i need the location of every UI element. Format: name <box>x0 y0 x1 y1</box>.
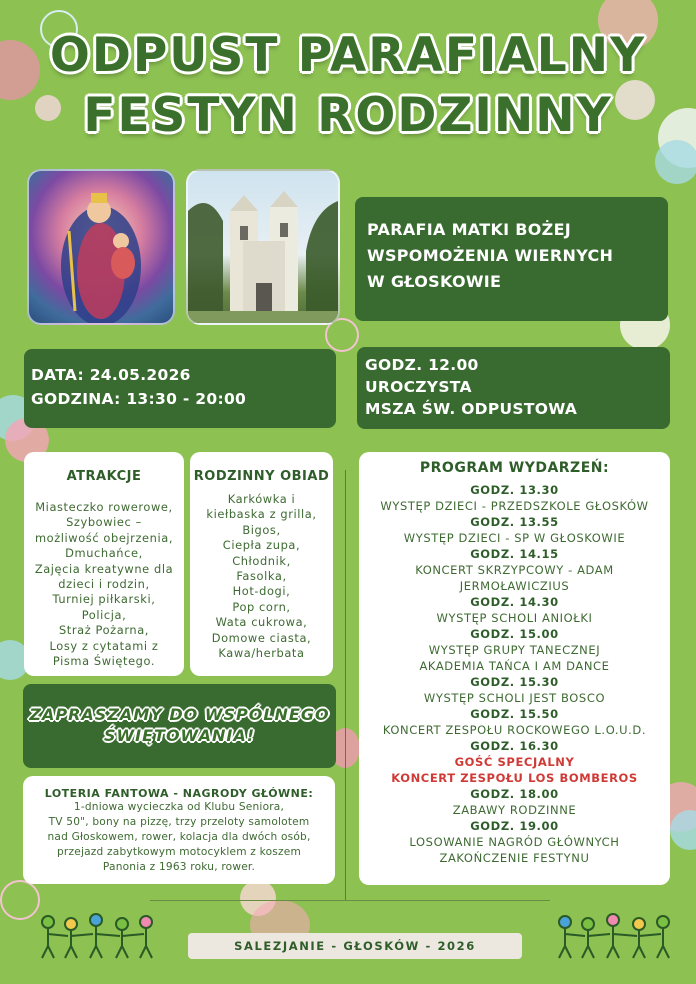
footer-banner <box>188 933 522 959</box>
program-event: WYSTĘP DZIECI - SP W GŁOSKOWIE <box>403 531 626 545</box>
attraction-item: dzieci i rodzin, <box>58 577 150 592</box>
bubble-decoration <box>655 140 696 184</box>
parish-line: W GŁOSKOWIE <box>367 272 502 291</box>
dinner-item: Kawa/herbata <box>218 646 305 661</box>
program-event: KONCERT SKRZYPCOWY - ADAM <box>415 563 614 577</box>
event-hours: GODZINA: 13:30 - 20:00 <box>31 390 247 408</box>
divider-line <box>345 470 346 900</box>
program-time: GODZ. 14.15 <box>470 547 559 561</box>
program-card <box>359 452 670 885</box>
program-event: ZAKOŃCZENIE FESTYNU <box>439 851 590 865</box>
parish-line: WSPOMOŻENIA WIERNYCH <box>367 246 614 265</box>
lottery-prize-line: Panonia z 1963 roku, rower. <box>102 861 256 873</box>
lottery-prize-line: 1-dniowa wycieczka od Klubu Seniora, <box>73 801 285 813</box>
dinner-item: kiełbaska z grilla, <box>206 507 317 522</box>
attraction-item: Losy z cytatami z <box>49 638 159 653</box>
divider-line <box>150 900 550 901</box>
lottery-prize-line: nad Głoskowem, rower, kolacja dla dwóch osób, <box>47 831 311 843</box>
dinner-list <box>190 492 333 661</box>
church-photo <box>186 169 340 325</box>
program-time: GODZ. 19.00 <box>470 819 559 833</box>
dinner-item: Chłodnik, <box>232 553 291 568</box>
dinner-item: Karkówka i <box>227 492 296 506</box>
dinner-item: Wata cukrowa, <box>215 615 308 630</box>
program-special-guest: GOŚĆ SPECJALNY <box>454 755 575 769</box>
program-event: WYSTĘP DZIECI - PRZEDSZKOLE GŁOSKÓW <box>380 499 649 513</box>
program-event: KONCERT ZESPOŁU ROCKOWEGO L.O.U.D. <box>382 723 647 737</box>
dinner-item: Pop corn, <box>232 599 291 614</box>
title-line-1: ODPUST PARAFIALNY <box>49 28 647 83</box>
program-event: WYSTĘP SCHOLI ANIOŁKI <box>436 611 593 625</box>
invitation-line: ZAPRASZAMY DO WSPÓLNEGO <box>29 705 330 724</box>
attractions-card <box>24 452 184 676</box>
bubble-decoration <box>0 880 40 920</box>
attraction-item: Dmuchańce, <box>65 546 143 561</box>
lottery-title: LOTERIA FANTOWA - NAGRODY GŁÓWNE: <box>44 787 314 800</box>
attraction-item: Pisma Świętego. <box>52 654 156 669</box>
lottery-prizes <box>23 800 335 875</box>
program-event: JERMOŁAWICZIUS <box>459 579 570 593</box>
program-time: GODZ. 15.30 <box>470 675 559 689</box>
program-event: WYSTĘP GRUPY TANECZNEJ <box>428 643 601 657</box>
dinner-item: Domowe ciasta, <box>211 630 312 645</box>
parish-name-box <box>355 197 668 321</box>
dinner-item: Hot-dogi, <box>232 584 291 599</box>
invitation-line: ŚWIĘTOWANIA! <box>103 726 256 745</box>
children-holding-hands-icon <box>38 912 158 962</box>
lottery-prize-line: przejazd zabytkowym motocyklem z koszem <box>56 846 301 858</box>
family-dinner-card <box>190 452 333 676</box>
attraction-item: Straż Pożarna, <box>58 623 150 638</box>
attraction-item: Zajęcia kreatywne dla <box>34 561 174 576</box>
children-holding-hands-icon <box>555 912 675 962</box>
madonna-painting-image <box>27 169 175 325</box>
program-event: WYSTĘP SCHOLI JEST BOSCO <box>423 691 606 705</box>
bubble-decoration <box>670 810 696 850</box>
madonna-icon <box>29 171 173 323</box>
attraction-item: Miasteczko rowerowe, <box>35 500 173 514</box>
dinner-item: Fasolka, <box>236 569 287 584</box>
attraction-item: Policja, <box>81 607 127 622</box>
program-time: GODZ. 13.55 <box>470 515 559 529</box>
lottery-prize-line: TV 50", bony na pizzę, trzy przeloty samolotem <box>48 816 310 828</box>
invitation-box <box>23 684 336 768</box>
program-time: GODZ. 14.30 <box>470 595 559 609</box>
program-event: ZABAWY RODZINNE <box>452 803 577 817</box>
program-time: GODZ. 15.50 <box>470 707 559 721</box>
program-special-guest: KONCERT ZESPOŁU LOS BOMBEROS <box>391 771 638 785</box>
parish-line: PARAFIA MATKI BOŻEJ <box>367 220 572 239</box>
mass-time: GODZ. 12.00 <box>365 356 479 374</box>
dinner-item: Bigos, <box>242 522 281 537</box>
program-title: PROGRAM WYDARZEŃ: <box>419 460 610 476</box>
mass-info-box <box>357 347 670 429</box>
dinner-title: RODZINNY OBIAD <box>193 469 330 484</box>
church-icon <box>188 171 338 323</box>
lottery-card <box>23 776 335 884</box>
program-time: GODZ. 16.30 <box>470 739 559 753</box>
program-list <box>359 482 670 866</box>
dinner-item: Ciepła zupa, <box>222 538 301 553</box>
program-time: GODZ. 15.00 <box>470 627 559 641</box>
mass-line: UROCZYSTA <box>365 378 472 396</box>
program-event: LOSOWANIE NAGRÓD GŁÓWNYCH <box>409 835 620 849</box>
attraction-item: możliwość obejrzenia, <box>34 530 174 545</box>
attraction-item: Turniej piłkarski, <box>52 592 156 607</box>
attractions-title: ATRAKCJE <box>66 469 142 484</box>
date-time-box <box>24 349 336 428</box>
program-time: GODZ. 13.30 <box>470 483 559 497</box>
footer-text: SALEZJANIE - GŁOSKÓW - 2026 <box>234 939 476 953</box>
attractions-list <box>24 500 184 669</box>
event-date: DATA: 24.05.2026 <box>31 366 191 384</box>
program-event: AKADEMIA TAŃCA I AM DANCE <box>419 659 610 673</box>
title-line-2: FESTYN RODZINNY <box>83 88 613 143</box>
attraction-item: Szybowiec – <box>66 515 142 530</box>
mass-line: MSZA ŚW. ODPUSTOWA <box>365 400 578 418</box>
program-time: GODZ. 18.00 <box>470 787 559 801</box>
